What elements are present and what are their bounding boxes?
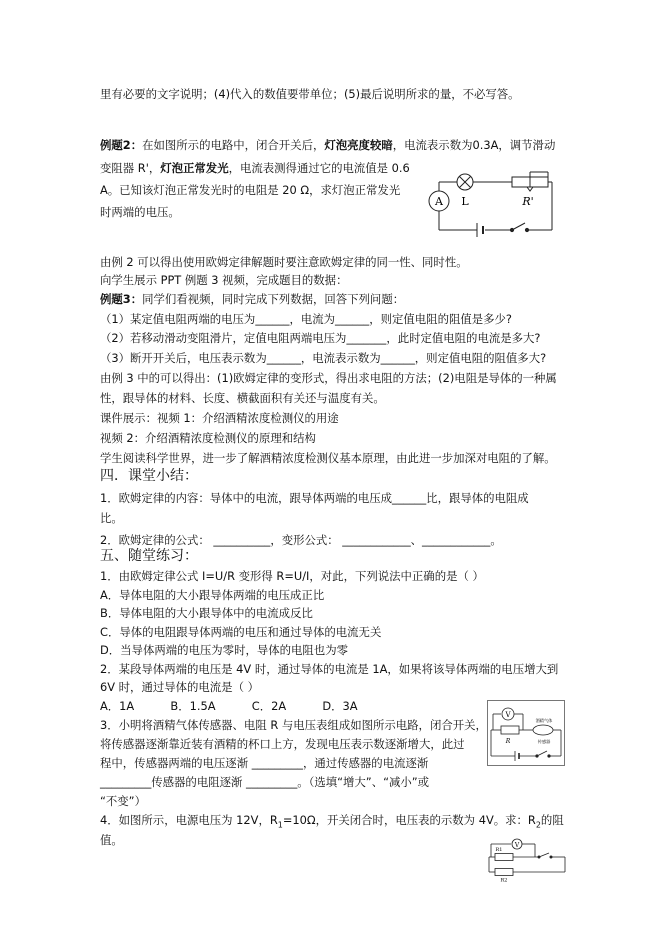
example2-circuit-figure [427,170,557,240]
remark-line: 由例 2 可以得出使用欧姆定律解题时要注意欧姆定律的同一性、同时性。 [100,255,468,269]
practice-heading: 五、随堂练习： [100,548,198,564]
reading-line: 学生阅读科学世界，进一步了解酒精浓度检测仪基本原理，由此进一步加深对电阻的了解。 [100,451,556,465]
q4-circuit-figure [487,838,567,882]
video1-line: 课件展示：视频 1：介绍酒精浓度检测仪的用途 [100,411,339,425]
example3-text: 同学们看视频，同时完成下列数据，回答下列问题： [142,292,405,306]
practice-q4-text: 4．如图所示，电源电压为 12V，R [100,813,278,827]
r1-label: R1 [495,847,503,853]
example2-text: ，电流表测得通过它的电流值是 0.6 [228,161,410,175]
practice-q2-cont: 6V 时，通过导体的电流是（ ） [100,680,259,694]
practice-q2: 2．某段导体两端的电压是 4V 时，通过导体的电流是 1A，如果将该导体两端的电压增大到 [100,662,559,676]
example2-line2 [100,160,410,176]
summary-item1: 1．欧姆定律的内容：导体中的电流，跟导体两端的电压成______比，跟导体的电阻成 [100,491,529,505]
example2-line1 [100,137,555,153]
practice-q3-line1: 3．小明将酒精气体传感器、电阻 R 与电压表组成如图所示电路，闭合开关， [100,718,487,732]
example3-q1: （1）某定值电阻两端的电压为______，电流为______，则定值电阻的阻值是多少? [100,312,512,326]
practice-q4-text: 的阻 [540,813,564,827]
example2-text: 在如图所示的电路中，闭合开关后， [142,138,325,152]
example3-title: 例题3： [100,292,143,306]
subscript: 2 [535,820,541,830]
r2-label: R2 [500,877,508,882]
practice-q1-option-b: B．导体电阻的大小跟导体中的电流成反比 [100,606,313,620]
practice-q3-line4: _________传感器的电阻逐渐 _________。（选填“增大”、“减小”或 [100,775,430,789]
sensor-label-1: 酒精气体 [535,718,553,723]
example3-line [100,291,404,307]
example2-line4: 时两端的电压。 [100,205,180,219]
practice-q1-option-a: A．导体电阻的大小跟导体两端的电压成正比 [100,588,325,602]
practice-q3-line3: 程中，传感器两端的电压逐渐 _________，通过传感器的电流逐渐 [100,756,429,770]
practice-q3-line2: 将传感器逐渐靠近装有酒精的杯口上方，发现电压表示数逐渐增大，此过 [100,737,465,751]
subscript: 1 [277,820,283,830]
summary-heading: 四．课堂小结： [100,468,198,484]
practice-q1-option-c: C．导体的电阻跟导体两端的电压和通过导体的电流无关 [100,625,382,639]
example2-line3: A。已知该灯泡正常发光时的电阻是 20 Ω，求灯泡正常发光 [100,183,401,197]
intro-line: 里有必要的文字说明；(4)代入的数值要带单位；(5)最后说明所求的量，不必写答。 [100,87,520,101]
practice-q2-options: A．1A B．1.5A C．2A D．3A [100,699,358,713]
conclusion-line1: 由例 3 中的可以得出：(1)欧姆定律的变形式，得出求电阻的方法；(2)电阻是导体的一种属 [100,371,557,385]
practice-q3-line5: “不变”） [100,794,146,808]
example2-emphasis: 灯泡亮度较暗 [324,138,393,152]
resistor-label: R [505,738,511,745]
example3-q3: （3）断开开关后，电压表示数为______，电流表示数为______，则定值电阻的阻值多大? [100,351,547,365]
summary-item2: 2．欧姆定律的公式： __________，变形公式： ____________、____________。 [100,533,502,547]
voltmeter-label: V [505,711,511,719]
example2-title: 例题2： [100,138,143,152]
practice-q1: 1．由欧姆定律公式 I=U/R 变形得 R=U/I，对此，下列说法中正确的是（ ） [100,569,484,583]
video2-line: 视频 2：介绍酒精浓度检测仪的原理和结构 [100,431,316,445]
rheostat-label: R' [522,195,534,208]
practice-q1-option-d: D．当导体两端的电压为零时，导体的电阻也为零 [100,643,348,657]
example2-text: 变阻器 R'， [100,161,161,175]
conclusion-line2: 性，跟导体的材料、长度、横截面积有关还与温度有关。 [100,391,385,405]
practice-q4-line2: 值。 [100,833,123,847]
voltmeter-label: V [514,842,520,849]
sensor-label-2: 传感器 [537,739,551,744]
ppt-line: 向学生展示 PPT 例题 3 视频，完成题目的数据： [100,273,348,287]
example3-q2: （2）若移动滑动变阻滑片，定值电阻两端电压为_______，此时定值电阻的电流是多大? [100,331,541,345]
example2-emphasis: 灯泡正常发光 [160,161,229,175]
practice-q4-text: =10Ω，开关闭合时，电压表的示数为 4V。求：R [282,813,536,827]
example2-text: ，电流表示数为0.3A，调节滑动 [392,138,556,152]
lamp-label: L [461,195,469,208]
summary-item1-cont: 比。 [100,511,123,525]
practice-q4-line1 [100,812,564,833]
ammeter-label: A [435,195,443,208]
q3-circuit-figure [487,700,565,766]
